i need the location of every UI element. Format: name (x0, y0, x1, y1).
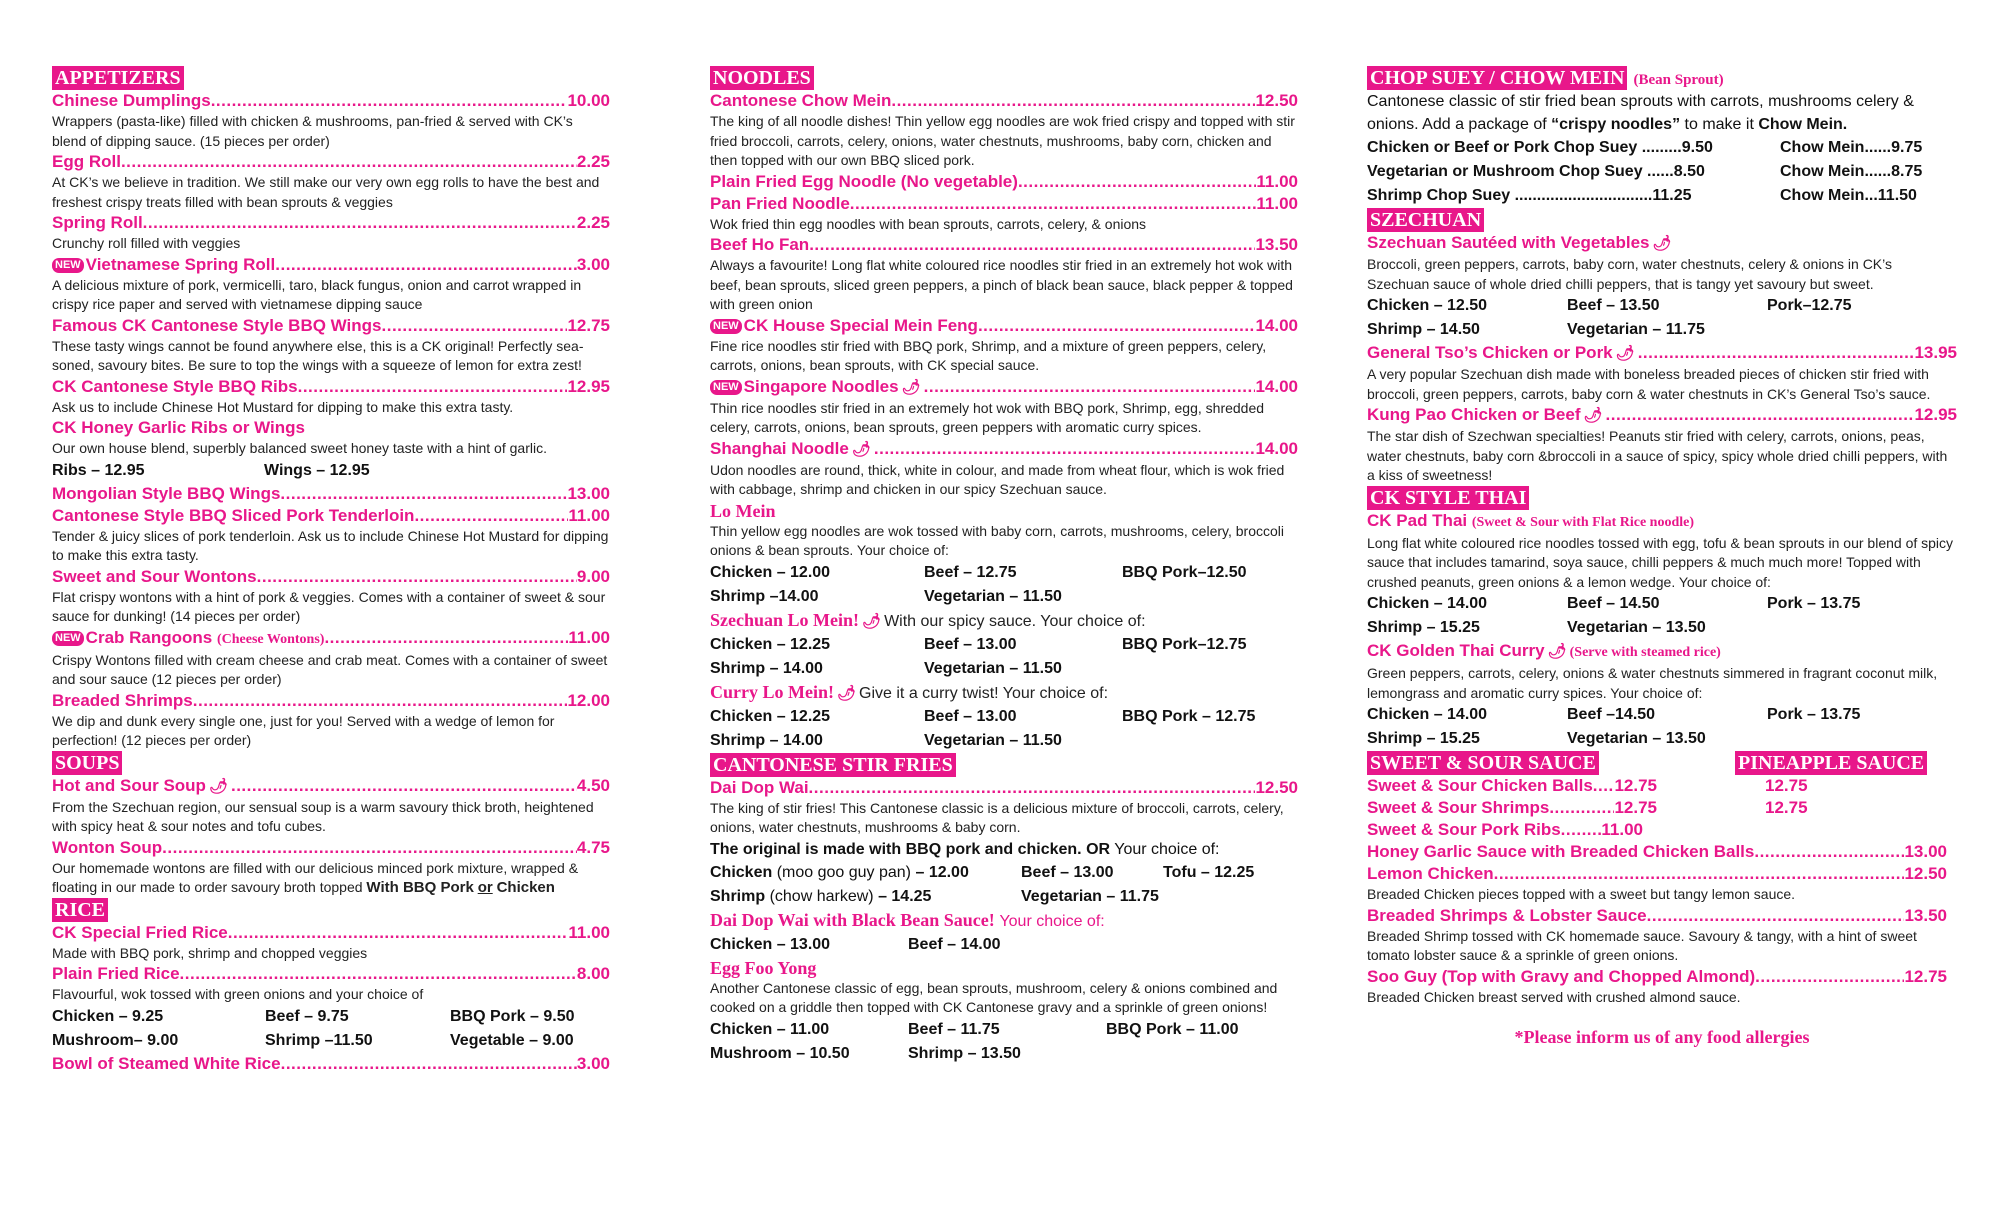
section-szechuan (1367, 208, 1957, 232)
item-description: Crispy Wontons filled with cream cheese and crab meat. Comes with a container of sweet and sour sauce (12 pieces per order) (52, 651, 608, 687)
menu-item: CK Honey Garlic Ribs or Wings (52, 418, 305, 437)
section-note: (Bean Sprout) (1633, 72, 1724, 88)
chili-pepper-icon: 🌶 (1583, 407, 1603, 424)
price-options: Chicken – 13.00 Beef – 14.00 (710, 935, 1001, 953)
new-badge-icon: NEW (710, 319, 742, 334)
menu-item: Dai Dop Wai with Black Bean Sauce! Your choice of: (710, 909, 1105, 930)
menu-item: Chinese Dumplings ..... 10.00 (52, 90, 610, 112)
menu-item: Wonton Soup ..... 4.75 (52, 837, 610, 859)
item-description: These tasty wings cannot be found anywhere else, this is a CK original! Perfectly sea- soned, savoury bites. Be sure to top the wings with a squeeze of lemon for extra zest! (52, 337, 584, 373)
item-description: A very popular Szechuan dish made with boneless breaded pieces of chicken stir fried with broccoli, green peppers, carrots, baby corn & water chestnuts in CK’s General Tso’s sauce. (1367, 366, 1931, 402)
chili-pepper-icon: 🌶 (836, 684, 857, 702)
item-description: We dip and dunk every single one, just for you! Served with a wedge of lemon for perfection! (12 pieces per order) (52, 712, 555, 748)
menu-item: Szechuan Lo Mein! 🌶 With our spicy sauce. Your choice of: (710, 609, 1146, 630)
price-options: Ribs – 12.95 Wings – 12.95 (52, 461, 370, 479)
new-badge-icon: NEW (52, 631, 84, 646)
item-description: Breaded Chicken pieces topped with a sweet but tangy lemon sauce. (1367, 886, 1796, 902)
section-noodles (710, 66, 1298, 90)
menu-item: Egg Foo Yong (710, 957, 817, 978)
section-title: NOODLES (710, 66, 814, 90)
price-options: Chicken – 9.25 Beef – 9.75 BBQ Pork – 9.50 (52, 1007, 575, 1025)
item-description: Crunchy roll filled with veggies (52, 235, 241, 251)
menu-item: Egg Roll ..... 2.25 (52, 151, 610, 173)
allergy-notice: *Please inform us of any food allergies (1514, 1027, 1810, 1047)
section-appetizers (52, 66, 610, 90)
item-description: Wok fried thin egg noodles with bean sprouts, carrots, celery, & onions (710, 215, 1147, 232)
section-title: SWEET & SOUR SAUCE (1367, 751, 1599, 775)
menu-item: Curry Lo Mein! 🌶 Give it a curry twist! Your choice of: (710, 681, 1109, 702)
section-title: CANTONESE STIR FRIES (710, 753, 956, 777)
chili-pepper-icon: 🌶 (1652, 235, 1672, 252)
item-description: Broccoli, green peppers, carrots, baby corn, water chestnuts, celery & onions in CK’s Szechuan sauce of whole dried chilli peppers, that is tangy yet savoury but sweet. (1367, 256, 1892, 292)
chili-pepper-icon: 🌶 (851, 440, 871, 458)
item-description: Tender & juicy slices of pork tenderloin. Ask us to include Chinese Hot Mustard for dipping to make this extra tasty. (52, 527, 609, 563)
menu-column-2 (710, 66, 1298, 1066)
section-description: Cantonese classic of stir fried bean sprouts with carrots, mushrooms celery & onions. Add a package of “crispy noodles” to make it Chow Mein. (1367, 93, 1914, 133)
menu-item: General Tso’s Chicken or Pork 🌶 ..... 13.95 (1367, 342, 1957, 365)
section-title: RICE (52, 898, 108, 922)
menu-item: Famous CK Cantonese Style BBQ Wings ..... 12.75 (52, 315, 610, 337)
chili-pepper-icon: 🌶 (901, 378, 921, 396)
item-description: From the Szechuan region, our sensual soup is a warm savoury thick broth, heightened with spicy heat & sour notes and tofu cubes. (52, 798, 594, 834)
item-description: At CK’s we believe in tradition. We still make our very own egg rolls to have the best and freshest crispy treats filled with bean sprouts & veggies (52, 174, 600, 210)
menu-item: CK Golden Thai Curry 🌶 (Serve with steamed rice) (1367, 641, 1721, 660)
price-options: Shrimp – 15.25 Vegetarian – 13.50 (1367, 619, 1706, 636)
chili-pepper-icon: 🌶 (862, 612, 882, 630)
menu-item: Breaded Shrimps & Lobster Sauce ..... 13.50 (1367, 905, 1947, 927)
price-options: Chicken – 12.50 Beef – 13.50 Pork–12.75 (1367, 297, 1852, 314)
item-description: Wrappers (pasta-like) filled with chicken & mushrooms, pan-fried & served with CK’s blend of dipping sauce. (15 pieces per order) (52, 113, 573, 149)
menu-item: NEW CK House Special Mein Feng ..... 14.00 (710, 315, 1298, 337)
menu-item: Dai Dop Wai ..... 12.50 (710, 777, 1298, 799)
chili-pepper-icon: 🌶 (1615, 345, 1635, 362)
item-description: The king of stir fries! This Cantonese classic is a delicious mixture of broccoli, carrots, celery, onions, water chestnuts, mushrooms & baby corn. (710, 799, 1284, 835)
price-options: Chicken – 12.00 Beef – 12.75 BBQ Pork–12.50 (710, 563, 1247, 581)
item-description: Udon noodles are round, thick, white in colour, and made from wheat flour, which is wok fried with cabbage, shrimp and chicken in our spicy Szechuan sauce. (710, 461, 1285, 497)
item-description: Ask us to include Chinese Hot Mustard for dipping to make this extra tasty. (52, 398, 514, 415)
menu-item: Cantonese Chow Mein ..... 12.50 (710, 90, 1298, 112)
item-description: Fine rice noodles stir fried with BBQ pork, Shrimp, and a mixture of green peppers, celery, carrots, onions, bean sprouts, with CK special sauce. (710, 337, 1267, 373)
price-options: Shrimp – 14.00 Vegetarian – 11.50 (710, 659, 1062, 677)
price-options: Chicken – 14.00 Beef – 14.50 Pork – 13.75 (1367, 595, 1861, 612)
section-title: CHOP SUEY / CHOW MEIN (1367, 66, 1627, 90)
section-chop-suey (1367, 66, 1957, 90)
menu-item: Shanghai Noodle 🌶 ..... 14.00 (710, 438, 1298, 461)
item-description: The king of all noodle dishes! Thin yellow egg noodles are wok fried crispy and topped with stir fried broccoli, carrots, celery, onions, water chestnuts, mushrooms, baby corn, chicken and then topped with our own BBQ sliced pork. (710, 113, 1295, 168)
section-soups (52, 751, 610, 775)
section-sweet-sour (1367, 751, 1957, 775)
menu-item: Soo Guy (Top with Gravy and Chopped Almond) ..... 12.75 (1367, 966, 1947, 988)
new-badge-icon: NEW (710, 380, 742, 395)
section-thai (1367, 486, 1957, 510)
menu-item: Beef Ho Fan ..... 13.50 (710, 234, 1298, 256)
item-description: Always a favourite! Long flat white coloured rice noodles stir fried in an extremely hot wok with beef, bean sprouts, sliced green peppers, a pinch of black bean sauce, black pepper & topped with green onion (710, 257, 1293, 312)
item-description: Breaded Chicken breast served with crushed almond sauce. (1367, 988, 1741, 1005)
price-options: Shrimp (chow harkew) – 14.25 Vegetarian – 11.75 (710, 887, 1159, 905)
price-options: Shrimp –14.00 Vegetarian – 11.50 (710, 587, 1062, 605)
menu-item: Lemon Chicken ..... 12.50 (1367, 863, 1947, 885)
menu-item: Hot and Sour Soup 🌶 ..... 4.50 (52, 775, 610, 798)
section-rice (52, 898, 610, 922)
menu-item: Sweet & Sour Chicken Balls ..... 12.75 12.75 (1367, 775, 1957, 797)
menu-item: Honey Garlic Sauce with Breaded Chicken Balls ..... 13.00 (1367, 841, 1947, 863)
price-options: Chicken – 12.25 Beef – 13.00 BBQ Pork–12.75 (710, 635, 1247, 653)
menu-item: Cantonese Style BBQ Sliced Pork Tenderloin ..... 11.00 (52, 505, 610, 527)
menu-item: Sweet and Sour Wontons ..... 9.00 (52, 566, 610, 588)
item-description: The star dish of Szechwan specialties! Peanuts stir fried with celery, carrots, onions, peas, water chestnuts, baby corn &broccoli in a sauce of spicy, spicy whole dried chilli peppers, with a kiss of sweetness! (1367, 428, 1948, 483)
menu-item: Plain Fried Egg Noodle (No vegetable) ..... 11.00 (710, 171, 1298, 193)
item-description: Breaded Shrimp tossed with CK homemade sauce. Savoury & tangy, with a hint of sweet tomato lobster sauce & a sprinkle of green onions. (1367, 927, 1917, 963)
price-options: Vegetarian or Mushroom Chop Suey ......8.50 Chow Mein......8.75 (1367, 163, 1923, 180)
menu-item: CK Pad Thai (Sweet & Sour with Flat Rice noodle) (1367, 510, 1695, 530)
item-description: Made with BBQ pork, shrimp and chopped veggies (52, 944, 368, 961)
price-options: Mushroom– 9.00 Shrimp –11.50 Vegetable – 9.00 (52, 1031, 574, 1049)
item-price: 10.00 (567, 91, 610, 110)
menu-item: Szechuan Sautéed with Vegetables 🌶 (1367, 233, 1672, 252)
section-title: APPETIZERS (52, 66, 184, 90)
menu-item: Mongolian Style BBQ Wings ..... 13.00 (52, 483, 610, 505)
price-options: Chicken – 12.25 Beef – 13.00 BBQ Pork – 12.75 (710, 707, 1256, 725)
menu-item: Breaded Shrimps ..... 12.00 (52, 690, 610, 712)
price-options: Chicken – 14.00 Beef –14.50 Pork – 13.75 (1367, 706, 1861, 723)
chili-pepper-icon: 🌶 (208, 777, 228, 795)
section-title-pineapple: PINEAPPLE SAUCE (1735, 751, 1927, 775)
price-options: Shrimp – 14.50 Vegetarian – 11.75 (1367, 321, 1705, 338)
item-description: Another Cantonese classic of egg, bean sprouts, mushroom, celery & onions combined and cooked on a griddle then topped with CK Cantonese gravy and a sprinkle of green onions! (710, 979, 1278, 1015)
section-stir-fries (710, 753, 1298, 777)
menu-column-3 (1367, 66, 1957, 1048)
menu-item: Kung Pao Chicken or Beef 🌶 ..... 12.95 (1367, 404, 1957, 427)
menu-item: NEW Vietnamese Spring Roll ..... 3.00 (52, 254, 610, 276)
chili-pepper-icon: 🌶 (1547, 643, 1567, 660)
menu-item: Lo Mein (710, 500, 776, 521)
item-description: Flat crispy wontons with a hint of pork & veggies. Comes with a container of sweet & sour sauce for dunking! (14 pieces per order) (52, 588, 606, 624)
menu-item: Sweet & Sour Pork Ribs ..... 11.00 (1367, 819, 1643, 841)
menu-item: CK Cantonese Style BBQ Ribs ..... 12.95 (52, 376, 610, 398)
item-description: Our homemade wontons are filled with our delicious minced pork mixture, wrapped & floating in our made to order savoury broth topped With BBQ Pork or Chicken (52, 859, 579, 896)
item-description: Thin rice noodles stir fried in an extremely hot wok with BBQ pork, Shrimp, egg, shredded celery, carrots, onions, bean sprouts, green peppers with aromatic curry spices. (710, 399, 1265, 435)
item-choice-line: The original is made with BBQ pork and chicken. OR Your choice of: (710, 840, 1220, 858)
item-description: Flavourful, wok tossed with green onions and your choice of (52, 986, 424, 1002)
price-options: Chicken (moo goo guy pan) – 12.00 Beef – 13.00 Tofu – 12.25 (710, 863, 1255, 881)
menu-item: Bowl of Steamed White Rice ..... 3.00 (52, 1053, 610, 1075)
menu-item: CK Special Fried Rice ..... 11.00 (52, 922, 610, 944)
price-options: Chicken or Beef or Pork Chop Suey .........9.50 Chow Mein......9.75 (1367, 139, 1923, 156)
price-options: Mushroom – 10.50 Shrimp – 13.50 (710, 1044, 1021, 1062)
menu-item: Spring Roll ..... 2.25 (52, 212, 610, 234)
item-description: Thin yellow egg noodles are wok tossed with baby corn, carrots, mushrooms, celery, broccoli onions & bean sprouts. Your choice of: (710, 522, 1284, 558)
menu-item: NEW Singapore Noodles 🌶 ..... 14.00 (710, 376, 1298, 399)
menu-item: Pan Fried Noodle ..... 11.00 (710, 193, 1298, 215)
menu-item: NEW Crab Rangoons (Cheese Wontons) ..... 11.00 (52, 627, 610, 651)
price-options: Shrimp – 15.25 Vegetarian – 13.50 (1367, 730, 1706, 747)
price-options: Shrimp – 14.00 Vegetarian – 11.50 (710, 731, 1062, 749)
section-title: CK STYLE THAI (1367, 486, 1529, 510)
price-options: Shrimp Chop Suey ...............................11.25 Chow Mein...11.50 (1367, 187, 1917, 204)
item-description: Long flat white coloured rice noodles tossed with egg, tofu & bean sprouts in our blend of spicy sauce that includes tamarind, soya sauce, chilli peppers & much much more! Topped with crushed peanuts, green onions & a lemon wedge. Your choice of: (1367, 534, 1954, 590)
item-description: Green peppers, carrots, celery, onions & water chestnuts simmered in fragrant coconut milk, lemongrass and aromatic curry spices. Your choice of: (1367, 665, 1938, 701)
section-title: SZECHUAN (1367, 208, 1484, 232)
item-description: Our own house blend, superbly balanced sweet honey taste with a hint of garlic. (52, 440, 547, 456)
new-badge-icon: NEW (52, 258, 84, 273)
menu-item: Plain Fried Rice ..... 8.00 (52, 963, 610, 985)
section-title: SOUPS (52, 751, 122, 775)
price-options: Chicken – 11.00 Beef – 11.75 BBQ Pork – 11.00 (710, 1020, 1239, 1038)
menu-column-1 (52, 66, 610, 1075)
item-description: A delicious mixture of pork, vermicelli, taro, black fungus, onion and carrot wrapped in crispy rice paper and served with vietnamese dipping sauce (52, 276, 582, 312)
menu-item: Sweet & Sour Shrimps ..... 12.75 12.75 (1367, 797, 1957, 819)
